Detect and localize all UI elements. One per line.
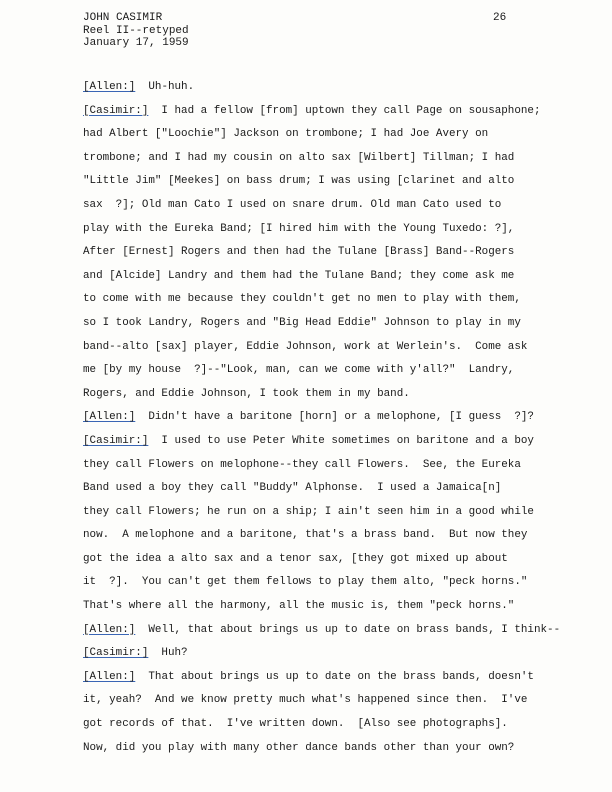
transcript-line <box>83 359 603 383</box>
transcript-line <box>83 430 603 454</box>
transcript-line <box>83 642 603 666</box>
header-reel: Reel II--retyped <box>83 24 189 37</box>
line-text: got the idea a alto sax and a tenor sax, [they got mixed up about <box>83 552 508 565</box>
transcript-line <box>83 501 603 525</box>
line-text: Rogers, and Eddie Johnson, I took them in my band. <box>83 387 410 400</box>
line-text: had Albert ["Loochie"] Jackson on trombone; I had Joe Avery on <box>83 128 489 141</box>
transcript-line <box>83 241 603 265</box>
transcript-line <box>83 477 603 501</box>
transcript-line <box>83 194 603 218</box>
transcript-line <box>83 454 603 478</box>
line-text: That's where all the harmony, all the music is, them "peck horns." <box>83 600 515 613</box>
line-text: trombone; and I had my cousin on alto sax [Wilbert] Tillman; I had <box>83 151 515 164</box>
line-text: Band used a boy they call "Buddy" Alphonse. I used a Jamaica[n] <box>83 482 502 495</box>
speaker-label: [Allen:] <box>83 670 136 683</box>
line-text: it, yeah? And we know pretty much what's happened since then. I've <box>83 694 528 707</box>
line-text: they call Flowers; he run on a ship; I ain't seen him in a good while <box>83 505 534 518</box>
line-text: got records of that. I've written down. [Also see photographs]. <box>83 718 508 731</box>
page-number: 26 <box>493 12 507 24</box>
transcript-line <box>83 737 603 761</box>
transcript-line <box>83 571 603 595</box>
line-text: so I took Landry, Rogers and "Big Head Eddie" Johnson to play in my <box>83 316 521 329</box>
transcript-line <box>83 595 603 619</box>
speaker-label: [Allen:] <box>83 411 136 424</box>
transcript-line <box>83 100 603 124</box>
transcript-line <box>83 265 603 289</box>
transcript-line <box>83 218 603 242</box>
speaker-label: [Allen:] <box>83 81 136 93</box>
line-text: Didn't have a baritone [horn] or a melophone, [I guess ?]? <box>135 411 534 424</box>
line-text: and [Alcide] Landry and them had the Tulane Band; they come ask me <box>83 269 515 282</box>
document-header <box>83 12 189 50</box>
transcript-line <box>83 619 603 643</box>
transcript-body <box>83 76 603 760</box>
line-text: Now, did you play with many other dance bands other than your own? <box>83 741 515 754</box>
transcript-line <box>83 713 603 737</box>
transcript-line <box>83 689 603 713</box>
transcript-line <box>83 406 603 430</box>
transcript-line <box>83 170 603 194</box>
speaker-label: [Casimir:] <box>83 647 149 660</box>
transcript-line <box>83 288 603 312</box>
line-text: play with the Eureka Band; [I hired him with the Young Tuxedo: ?], <box>83 222 515 235</box>
line-text: After [Ernest] Rogers and then had the Tulane [Brass] Band--Rogers <box>83 246 515 259</box>
line-text: Well, that about brings us up to date on brass bands, I think-- <box>135 623 561 636</box>
speaker-label: [Allen:] <box>83 623 136 636</box>
line-text: "Little Jim" [Meekes] on bass drum; I was using [clarinet and alto <box>83 175 515 188</box>
line-text: I used to use Peter White sometimes on baritone and a boy <box>148 434 534 447</box>
speaker-label: [Casimir:] <box>83 434 149 447</box>
line-text: band--alto [sax] player, Eddie Johnson, work at Werlein's. Come ask <box>83 340 528 353</box>
transcript-line <box>83 312 603 336</box>
line-text: now. A melophone and a baritone, that's a brass band. But now they <box>83 529 528 542</box>
header-name: JOHN CASIMIR <box>83 12 163 24</box>
line-text: it ?]. You can't get them fellows to play them alto, "peck horns." <box>83 576 528 589</box>
transcript-line <box>83 666 603 690</box>
line-text: sax ?]; Old man Cato I used on snare drum. Old man Cato used to <box>83 198 502 211</box>
line-text: Uh-huh. <box>135 81 195 93</box>
transcript-line <box>83 76 603 100</box>
line-text: Huh? <box>148 647 188 660</box>
line-text: I had a fellow [from] uptown they call Page on sousaphone; <box>148 104 541 117</box>
line-text: That about brings us up to date on the brass bands, doesn't <box>135 670 534 683</box>
transcript-line <box>83 123 603 147</box>
line-text: they call Flowers on melophone--they call Flowers. See, the Eureka <box>83 458 521 471</box>
transcript-line <box>83 548 603 572</box>
transcript-line <box>83 147 603 171</box>
transcript-line <box>83 524 603 548</box>
speaker-label: [Casimir:] <box>83 104 149 117</box>
header-date: January 17, 1959 <box>83 37 189 49</box>
transcript-line <box>83 336 603 360</box>
line-text: to come with me because they couldn't get no men to play with them, <box>83 293 521 306</box>
line-text: me [by my house ?]--"Look, man, can we come with y'all?" Landry, <box>83 364 515 377</box>
transcript-line <box>83 383 603 407</box>
